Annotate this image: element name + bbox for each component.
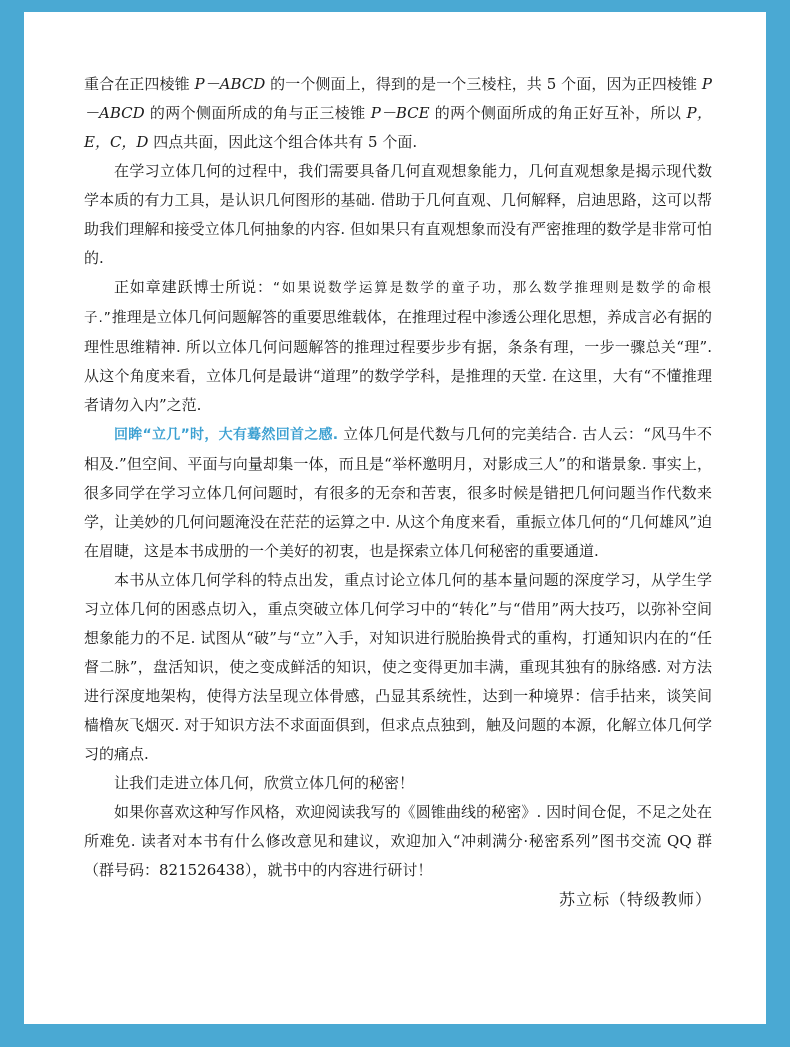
paragraph-1: 在学习立体几何的过程中，我们需要具备几何直观想象能力，几何直观想象是揭示现代数学本质的有力工具，是认识几何图形的基础. 借助于几何直观、几何解释，启迪思路，这可以帮助我们理解和接受立体几何抽象的内容. 但如果只有直观想象而没有严密推理的数学是非常可怕的. — [84, 162, 712, 267]
math-expression: P，E，C，D — [84, 104, 713, 151]
math-expression: P－ABCD — [84, 75, 712, 122]
paragraph-5: 让我们走进立体几何，欣赏立体几何的秘密！ — [114, 774, 415, 792]
paragraph-6: 如果你喜欢这种写作风格，欢迎阅读我写的《圆锥曲线的秘密》. 因时间仓促，不足之处在所难免. 读者对本书有什么修改意见和建议，欢迎加入“冲刺满分·秘密系列”图书交流 QQ 群（群号码：821526438），就书中的内容进行研讨！ — [84, 803, 712, 879]
paragraph-3: 回眸“立几”时，大有蓦然回首之感. 立体几何是代数与几何的完美结合. 古人云：“风马牛不相及.”但空间、平面与向量却集一体，而且是“举杯邀明月，对影成三人”的和谐景象. 事实上，很多同学在学习立体几何问题时，有很多的无奈和苦衷，很多时候是错把几何问题当作代数来学，让美妙的几何问题淹没在茫茫的运算之中. 从这个角度来看，重振立体几何的“几何雄风”迫在眉睫，这是本书成册的一个美好的初衷，也是探索立体几何秘密的重要通道. — [84, 425, 712, 560]
quote: “如果说数学运算是数学的童子功，那么数学推理则是数学的命根子.” — [84, 280, 712, 326]
math-expression: P－ABCD — [194, 75, 266, 93]
paragraph-2: 正如章建跃博士所说：“如果说数学运算是数学的童子功，那么数学推理则是数学的命根子.”推理是立体几何问题解答的重要思维载体，在推理过程中渗透公理化思想，养成言必有据的理性思维精神. 所以立体几何问题解答的推理过程要步步有据，条条有理，一步一骤总关“理”. 从这个角度来看，立体几何是最讲“道理”的数学学科，是推理的天堂. 在这里，大有“不懂推理者请勿入内”之范. — [84, 278, 712, 414]
page — [24, 12, 766, 1024]
math-expression: P－BCE — [370, 104, 430, 122]
document-body — [84, 70, 712, 914]
paragraph-4: 本书从立体几何学科的特点出发，重点讨论立体几何的基本量问题的深度学习，从学生学习立体几何的困惑点切入，重点突破立体几何学习中的“转化”与“借用”两大技巧，以弥补空间想象能力的不足. 试图从“破”与“立”入手，对知识进行脱胎换骨式的重构，打通知识内在的“任督二脉”，盘活知识，使之变成鲜活的知识，使之变得更加丰满，重现其独有的脉络感. 对方法进行深度地架构，使得方法呈现立体骨感，凸显其系统性，达到一种境界：信手拈来，谈笑间樯橹灰飞烟灭. 对于知识方法不求面面俱到，但求点点独到，触及问题的本源，化解立体几何学习的痛点. — [84, 571, 712, 763]
highlight-text: 回眸“立几”时，大有蓦然回首之感. — [114, 427, 339, 443]
paragraph-0: 重合在正四棱锥 P－ABCD 的一个侧面上，得到的是一个三棱柱，共 5 个面，因为正四棱锥 P－ABCD 的两个侧面所成的角与正三棱锥 P－BCE 的两个侧面所成的角正好互补，所以 P，E，C，D 四点共面，因此这个组合体共有 5 个面. — [84, 75, 713, 151]
author-signature: 苏立标（特级教师） — [558, 890, 712, 909]
